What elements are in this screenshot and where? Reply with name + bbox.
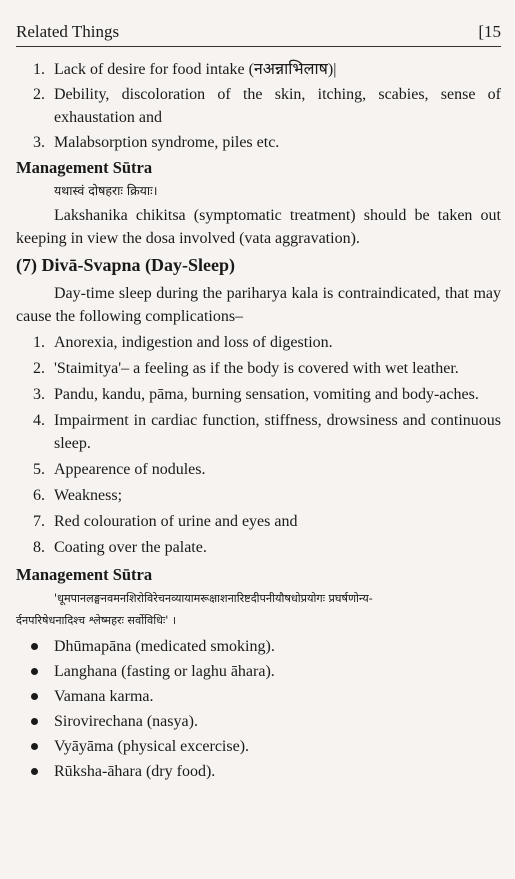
- bullet-icon: [31, 743, 38, 750]
- running-title: Related Things: [16, 22, 120, 41]
- list-item: 8. Coating over the palate.: [33, 539, 207, 556]
- bullet-icon: [31, 768, 38, 775]
- management-heading: Management Sūtra: [16, 565, 153, 584]
- complications-list: [16, 331, 501, 559]
- list-item: Vyāyāma (physical excercise).: [16, 734, 501, 759]
- list-item: 3. Malabsorption syndrome, piles etc.: [33, 134, 280, 151]
- list-item: 1. Lack of desire for food intake (नअन्नाभिलाष)|: [33, 61, 337, 78]
- symptom-list: [16, 58, 501, 154]
- list-item: 2. 'Staimitya'– a feeling as if the body is covered with wet leather.: [33, 360, 459, 377]
- list-item: 2. Debility, discoloration of the skin, itching, scabies, sense of exhaustation and: [33, 86, 501, 126]
- treatment-list: [16, 634, 501, 784]
- bullet-icon: [31, 643, 38, 650]
- list-item: Sirovirechana (nasya).: [16, 709, 501, 734]
- page-body: [16, 58, 501, 784]
- list-item: 5. Appearence of nodules.: [33, 461, 206, 478]
- sanskrit-sutra: यथास्वं दोषहराः क्रियाः।: [54, 183, 158, 198]
- list-item: Langhana (fasting or laghu āhara).: [16, 659, 501, 684]
- list-item: 6. Weakness;: [33, 487, 123, 504]
- section-intro: Day-time sleep during the pariharya kala is contraindicated, that may cause the following complications–: [16, 285, 501, 325]
- section-heading: (7) Divā-Svapna (Day-Sleep): [16, 255, 235, 275]
- management-heading: Management Sūtra: [16, 158, 153, 177]
- running-header: [16, 20, 501, 47]
- sanskrit-sutra-line-1: 'धूमपानलङ्घनवमनशिरोविरेचनव्यायामरूक्षाशनारिष्टदीपनीयौषधोप्रयोगः प्रघर्षणोन्य-: [54, 592, 373, 605]
- page-number: [15: [478, 22, 501, 41]
- list-item: 3. Pandu, kandu, pāma, burning sensation, vomiting and body-aches.: [33, 386, 479, 403]
- list-item: 1. Anorexia, indigestion and loss of digestion.: [33, 334, 333, 351]
- list-item: Vamana karma.: [16, 684, 501, 709]
- sanskrit-sutra-line-2: र्दनपरिषेधनादिश्च श्लेष्महरः सर्वोविधिः' ।: [16, 614, 177, 627]
- bullet-icon: [31, 693, 38, 700]
- list-item: 7. Red colouration of urine and eyes and: [33, 513, 298, 530]
- bullet-icon: [31, 668, 38, 675]
- list-item: Dhūmapāna (medicated smoking).: [16, 634, 501, 659]
- list-item: Rūksha-āhara (dry food).: [16, 759, 501, 784]
- list-item: 4. Impairment in cardiac function, stiffness, drowsiness and continuous sleep.: [33, 412, 501, 452]
- management-paragraph: Lakshanika chikitsa (symptomatic treatment) should be taken out keeping in view the dosa involved (vata aggravation).: [16, 207, 501, 247]
- bullet-icon: [31, 718, 38, 725]
